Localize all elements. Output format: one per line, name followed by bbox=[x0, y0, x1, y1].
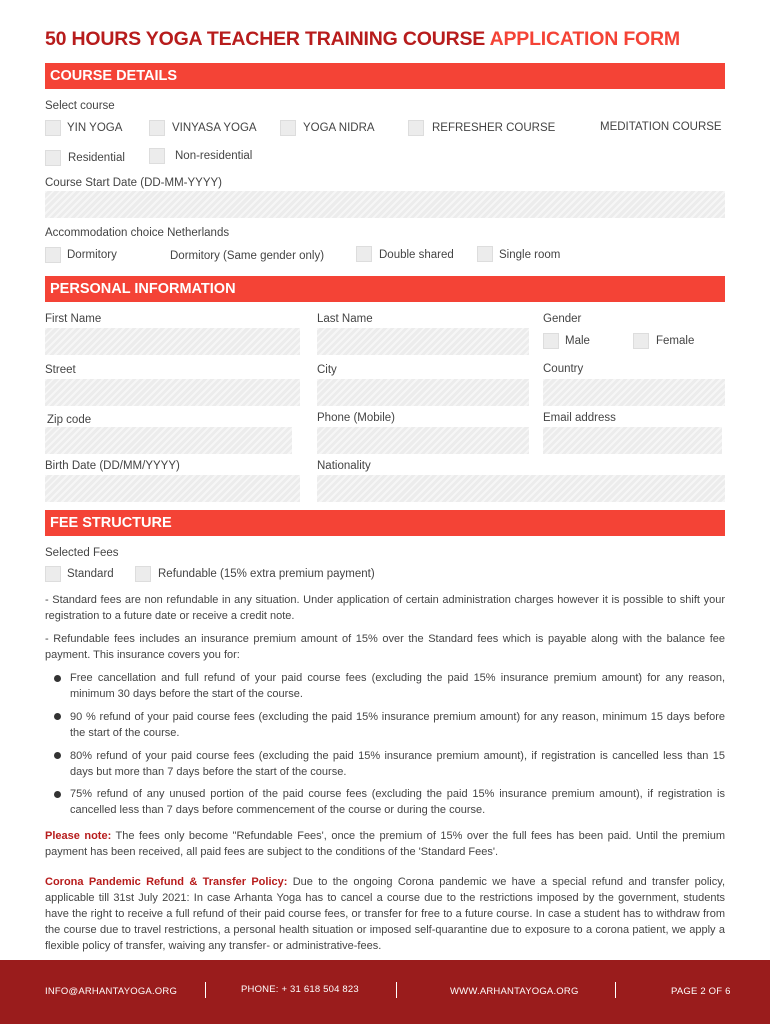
email-field[interactable] bbox=[543, 427, 722, 454]
checkbox-refresher-course[interactable] bbox=[408, 120, 424, 136]
checkbox-female[interactable] bbox=[633, 333, 649, 349]
first-name-field[interactable] bbox=[45, 328, 300, 355]
street-field[interactable] bbox=[45, 379, 300, 406]
page-title bbox=[45, 28, 680, 51]
first-name-label: First Name bbox=[45, 313, 102, 325]
checkbox-residential[interactable] bbox=[45, 150, 61, 166]
refundable-fee-description: - Refundable fees includes an insurance premium amount of 15% over the Standard fees which is payable along with the balance fee payment. This insurance covers you for: bbox=[45, 633, 725, 661]
city-label: City bbox=[317, 364, 337, 376]
refund-bullet: 80% refund of your paid course fees (excluding the paid 15% insurance premium amount), if registration is cancelled less than 15 days but more than 7 days before the start of the course. bbox=[70, 750, 725, 778]
option-residential-label: Residential bbox=[68, 152, 125, 164]
footer-website[interactable]: WWW.ARHANTAYOGA.ORG bbox=[450, 986, 579, 997]
bullet-dot bbox=[54, 713, 61, 720]
refund-bullet: Free cancellation and full refund of your paid course fees (excluding the paid 15% insurance premium amount) for any reason, minimum 30 days before the start of the course. bbox=[70, 672, 725, 700]
refundable-fee-label: Refundable (15% extra premium payment) bbox=[158, 568, 375, 580]
option-refresher-course-label: REFRESHER COURSE bbox=[432, 122, 556, 134]
footer-divider bbox=[205, 982, 206, 998]
zip-code-label: Zip code bbox=[47, 414, 92, 426]
please-note-paragraph bbox=[45, 828, 725, 860]
checkbox-refundable-fee[interactable] bbox=[135, 566, 151, 582]
bullet-dot bbox=[54, 752, 61, 759]
phone-label: Phone (Mobile) bbox=[317, 412, 395, 424]
section-header-personal-information: PERSONAL INFORMATION bbox=[45, 276, 725, 302]
bullet-dot bbox=[54, 675, 61, 682]
title-highlight: APPLICATION FORM bbox=[489, 28, 680, 50]
option-dormitory-label: Dormitory bbox=[67, 249, 117, 261]
gender-female-label: Female bbox=[656, 335, 695, 347]
please-note-label: Please note: bbox=[45, 830, 112, 842]
course-start-date-label: Course Start Date (DD-MM-YYYY) bbox=[45, 177, 223, 189]
footer-email[interactable]: INFO@ARHANTAYOGA.ORG bbox=[45, 986, 178, 997]
section-header-course-details: COURSE DETAILS bbox=[45, 63, 725, 89]
nationality-label: Nationality bbox=[317, 460, 371, 472]
checkbox-non-residential[interactable] bbox=[149, 148, 165, 164]
checkbox-vinyasa-yoga[interactable] bbox=[149, 120, 165, 136]
checkbox-yin-yoga[interactable] bbox=[45, 120, 61, 136]
refund-bullet: 90 % refund of your paid course fees (excluding the paid 15% insurance premium amount) for any reason, minimum 15 days before the start of the course. bbox=[70, 711, 725, 739]
phone-field[interactable] bbox=[317, 427, 529, 454]
section-header-fee-structure: FEE STRUCTURE bbox=[45, 510, 725, 536]
footer-phone: PHONE: + 31 618 504 823 bbox=[241, 984, 359, 995]
please-note-text: The fees only become "Refundable Fees', once the premium of 15% over the full fees has been paid. Until the premium payment has been received, all paid fees are subject to the conditions of the 'Standard Fees'. bbox=[45, 830, 725, 858]
corona-policy-label: Corona Pandemic Refund & Transfer Policy: bbox=[45, 876, 288, 888]
birth-date-label: Birth Date (DD/MM/YYYY) bbox=[45, 460, 180, 472]
refund-bullet: 75% refund of any unused portion of the paid course fees (excluding the paid 15% insurance premium amount), if registration is cancelled less than 7 days before commencement of the course or during the course. bbox=[70, 788, 725, 816]
checkbox-double-shared[interactable] bbox=[356, 246, 372, 262]
footer-divider bbox=[615, 982, 616, 998]
select-course-label: Select course bbox=[45, 100, 115, 112]
title-main: 50 HOURS YOGA TEACHER TRAINING COURSE bbox=[45, 28, 486, 50]
option-meditation-course-label: MEDITATION COURSE bbox=[600, 121, 722, 133]
checkbox-dormitory[interactable] bbox=[45, 247, 61, 263]
email-label: Email address bbox=[543, 412, 616, 424]
city-field[interactable] bbox=[317, 379, 529, 406]
checkbox-single-room[interactable] bbox=[477, 246, 493, 262]
selected-fees-label: Selected Fees bbox=[45, 547, 119, 559]
checkbox-standard-fee[interactable] bbox=[45, 566, 61, 582]
zip-code-field[interactable] bbox=[45, 427, 292, 454]
checkbox-male[interactable] bbox=[543, 333, 559, 349]
nationality-field[interactable] bbox=[317, 475, 725, 502]
option-yin-yoga-label: YIN YOGA bbox=[67, 122, 123, 134]
country-label: Country bbox=[543, 363, 584, 375]
checkbox-yoga-nidra[interactable] bbox=[280, 120, 296, 136]
course-start-date-field[interactable] bbox=[45, 191, 725, 218]
standard-fee-label: Standard bbox=[67, 568, 114, 580]
footer-divider bbox=[396, 982, 397, 998]
footer-page-number: PAGE 2 OF 6 bbox=[671, 986, 731, 997]
country-field[interactable] bbox=[543, 379, 725, 406]
corona-policy-text: Due to the ongoing Corona pandemic we have a special refund and transfer policy, applicable till 31st July 2021: In case Arhanta Yoga has to cancel a course due to the restrictions imposed by the government, students have the right to receive a full refund of their paid course fees, or transfer for free to a future course. In case a student has to withdraw from the course due to travel restrictions, a personal health situation or imposed self-quarantine due to exposure to a corona patient, we apply a flexible policy of transfer, waiving any transfer- or administrative-fees. bbox=[45, 876, 725, 952]
option-double-shared-label: Double shared bbox=[379, 249, 454, 261]
standard-fee-description: - Standard fees are non refundable in any situation. Under application of certain administration charges however it is possible to shift your registration to a future date or receive a credit note. bbox=[45, 594, 725, 622]
accommodation-label: Accommodation choice Netherlands bbox=[45, 227, 230, 239]
corona-policy-paragraph bbox=[45, 874, 725, 954]
bullet-dot bbox=[54, 791, 61, 798]
option-vinyasa-yoga-label: VINYASA YOGA bbox=[172, 122, 257, 134]
last-name-field[interactable] bbox=[317, 328, 529, 355]
option-non-residential-label: Non-residential bbox=[175, 150, 253, 162]
gender-label: Gender bbox=[543, 313, 582, 325]
birth-date-field[interactable] bbox=[45, 475, 300, 502]
gender-male-label: Male bbox=[565, 335, 590, 347]
option-dormitory-same-gender-label: Dormitory (Same gender only) bbox=[170, 250, 325, 262]
street-label: Street bbox=[45, 364, 76, 376]
option-single-room-label: Single room bbox=[499, 249, 561, 261]
last-name-label: Last Name bbox=[317, 313, 373, 325]
option-yoga-nidra-label: YOGA NIDRA bbox=[303, 122, 375, 134]
